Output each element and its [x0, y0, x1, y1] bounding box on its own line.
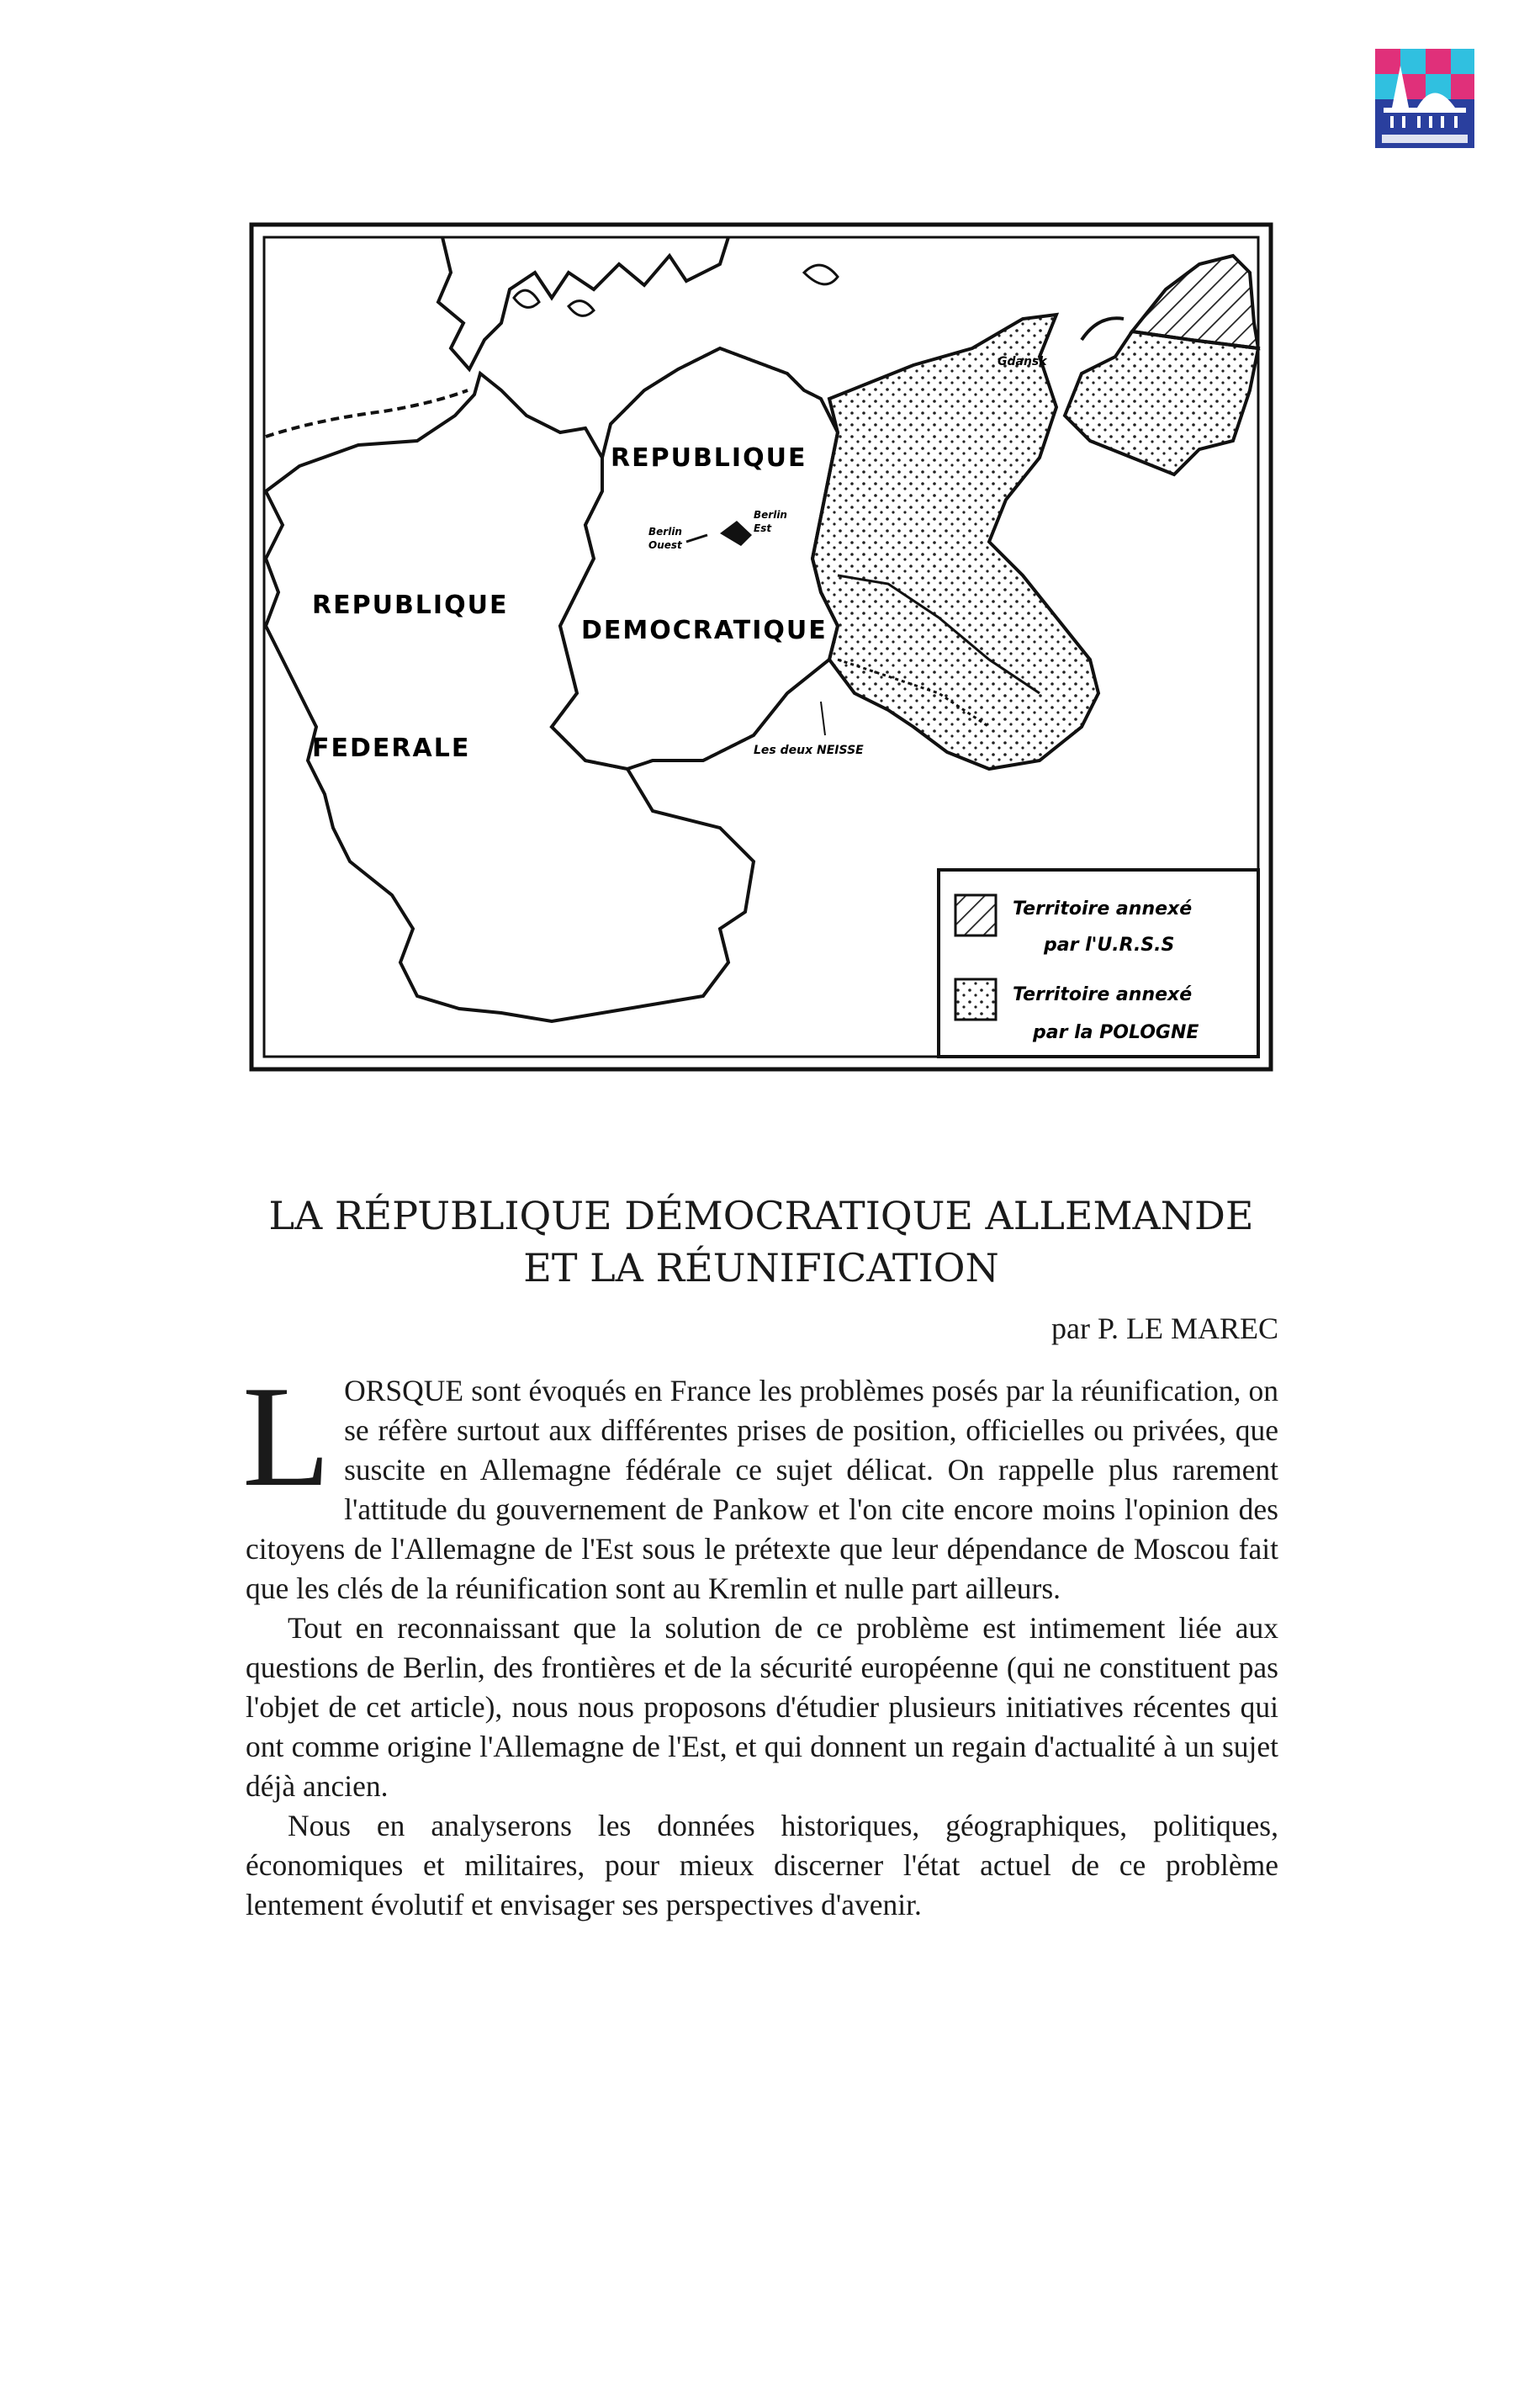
label-berlin-est-1: Berlin	[754, 509, 787, 521]
article-paragraph: Nous en analyserons les données historiques, géographiques, politiques, économiques et militaires, pour mieux discerner l'état actuel de ce problème lentement évolutif et envisager ses perspectives d'avenir.	[246, 1809, 1278, 1921]
label-rda-line2: DEMOCRATIQUE	[581, 616, 828, 645]
label-rda-line1: REPUBLIQUE	[611, 443, 807, 473]
legend-hatch-swatch	[955, 895, 996, 935]
label-gdansk: Gdansk	[998, 355, 1047, 368]
article-title-line2: ET LA RÉUNIFICATION	[523, 1245, 999, 1291]
institution-logo-icon	[1375, 49, 1474, 148]
legend-pologne-line2: par la POLOGNE	[1033, 1022, 1199, 1043]
label-rfa-line2: FEDERALE	[312, 734, 471, 763]
label-berlin-est-2: Est	[754, 522, 772, 534]
article-body	[242, 1357, 1278, 1925]
article-paragraph: Tout en reconnaissant que la solution de ce problème est intimement liée aux questions de Berlin, des frontières et de la sécurité européenne (qui ne constituent pas l'objet de cet article), nous nous proposons d'étudier plusieurs initiatives récentes qui ont comme origine l'Allemagne de l'Est, et qui donnent un regain d'actualité à un sujet déjà ancien.	[246, 1611, 1278, 1803]
drop-cap: L	[242, 1357, 331, 1517]
legend-pologne-line1: Territoire annexé	[1013, 984, 1193, 1005]
article-paragraph-text: ORSQUE sont évoqués en France les problèmes posés par la réunification, on se réfère surtout aux différentes prises de position, officielles ou privées, que suscite en Allemagne fédérale ce sujet délicat. On rappelle plus rarement l'attitude du gouvernement de Pankow et l'on cite encore moins l'opinion des citoyens de l'Allemagne de l'Est sous le prétexte que leur dépendance de Moscou fait que les clés de la réunification sont au Kremlin et nulle part ailleurs.	[246, 1374, 1278, 1605]
legend-urss-line2: par l'U.R.S.S	[1044, 935, 1175, 956]
article-byline: par P. LE MAREC	[1051, 1312, 1278, 1345]
article-paragraph	[242, 1357, 1278, 1609]
legend-dots-swatch	[955, 979, 996, 1020]
label-neisse: Les deux NEISSE	[754, 744, 864, 757]
article-title	[244, 1190, 1278, 1294]
germany-map-figure	[249, 222, 1273, 1072]
label-berlin-ouest-2: Ouest	[648, 539, 682, 551]
label-rfa-line1: REPUBLIQUE	[312, 591, 509, 620]
legend-urss-line1: Territoire annexé	[1013, 898, 1193, 920]
label-berlin-ouest-1: Berlin	[648, 526, 682, 538]
article-title-line1: LA RÉPUBLIQUE DÉMOCRATIQUE ALLEMANDE	[268, 1193, 1254, 1238]
